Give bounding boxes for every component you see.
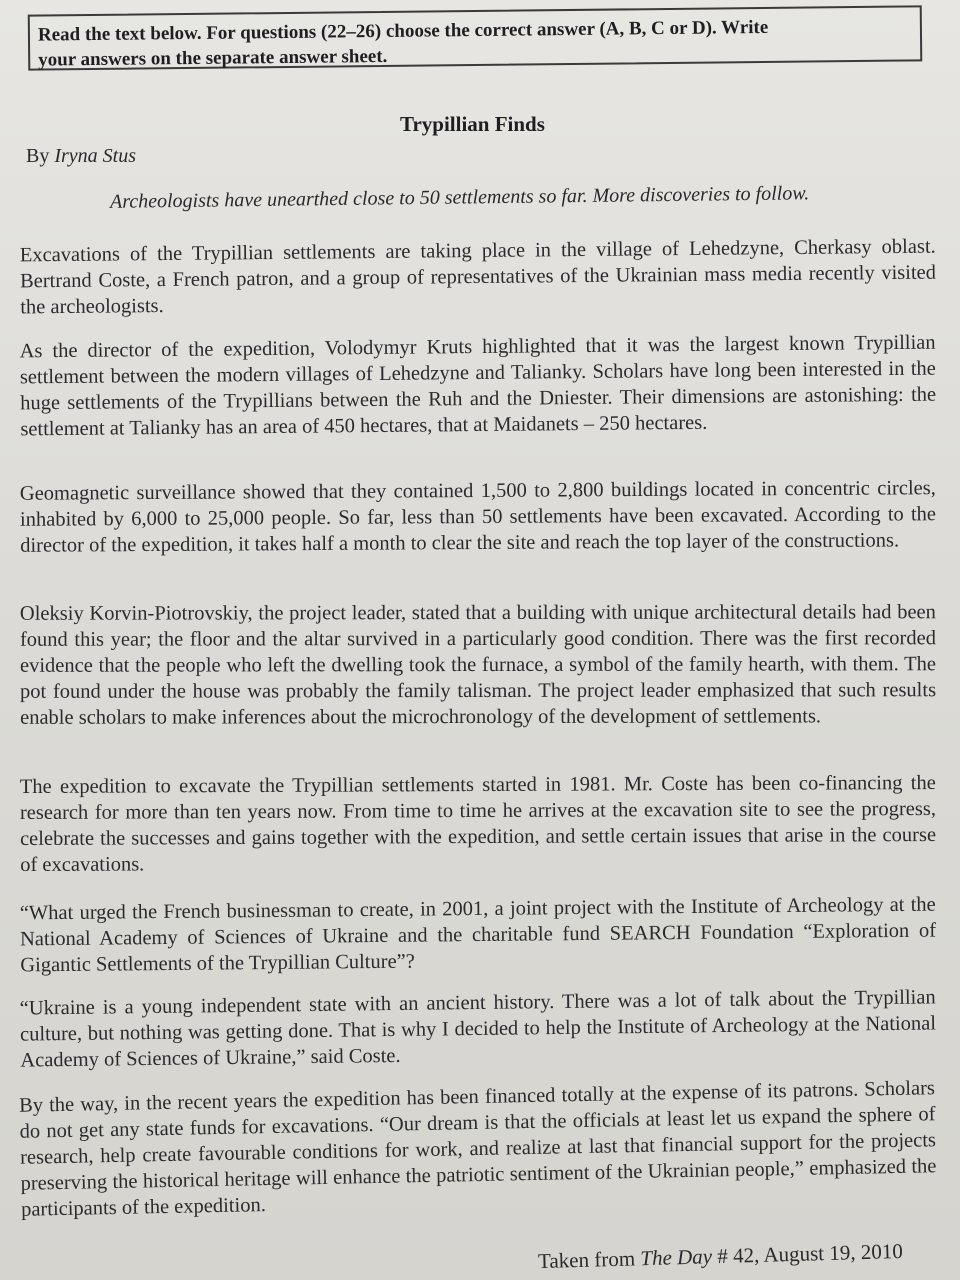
paragraph: Geomagnetic surveillance showed that they contained 1,500 to 2,800 buildings located in concentric circles, inhabited by 6,000 to 25,000 people. So far, less than 50 settlements have been excavated. According to the director of the expedition, it takes half a month to clear the site and reach the top layer of the constructions. bbox=[19, 477, 937, 557]
article-source bbox=[538, 1239, 903, 1274]
paragraph: By the way, in the recent years the expedition has been financed totally at the expense of its patrons. Scholars do not get any state funds for excavations. “Our dream is that the officials at least let us expand the sphere of research, help create favourable conditions for work, and realize at last that financial support for the projects preserving the historical heritage will enhance the patriotic sentiment of the Ukrainian people,” emphasized the participants of the expedition. bbox=[18, 1077, 937, 1221]
paragraph: Oleksiy Korvin-Piotrovskiy, the project leader, stated that a building with unique architectural details had been found this year; the floor and the altar survived in a particularly good condition. There was the first recorded evidence that the people who left the dwelling took the furnace, a symbol of the family hearth, with them. The pot found under the house was probably the family talisman. The project leader emphasized that such results enable scholars to make inferences about the microchronology of the development of settlements. bbox=[19, 601, 937, 729]
author-name: Iryna Stus bbox=[54, 145, 137, 167]
source-issue: # 42, August 19, 2010 bbox=[716, 1238, 904, 1269]
paragraph: “What urged the French businessman to create, in 2001, a joint project with the Institute of Archeology at the National Academy of Sciences of Ukraine and the charitable fund SEARCH Foundation “Exploration of Gigantic Settlements of the Trypillian Culture”? bbox=[19, 893, 937, 977]
source-publication: The Day bbox=[640, 1244, 713, 1271]
paragraph: As the director of the expedition, Volodymyr Kruts highlighted that it was the largest known Trypillian settlement between the modern villages of Lehedzyne and Talianky. Scholars have long been interested in the huge settlements of the Trypillians between the Ruh and the Dniester. Their dimensions are astonishing: the settlement at Talianky has an area of 450 hectares, that at Maidanets – 250 hectares. bbox=[19, 331, 937, 441]
instruction-line-1: Read the text below. For questions (22–26) choose the correct answer (A, B, C or D). Write bbox=[37, 16, 769, 46]
instruction-line-2: your answers on the separate answer sheet. bbox=[38, 45, 388, 71]
article-title: Trypillian Finds bbox=[400, 112, 545, 136]
paragraph: Excavations of the Trypillian settlements are taking place in the village of Lehedzyne, Cherkasy oblast. Bertrand Coste, a French patron, and a group of representatives of the Ukrainian mass media recently visited the archeologists. bbox=[19, 235, 937, 319]
source-prefix: Taken from bbox=[537, 1246, 636, 1274]
paragraph: “Ukraine is a young independent state with an ancient history. There was a lot of talk about the Trypillian culture, but nothing was getting done. That is why I decided to help the Institute of Archeology at the National Academy of Sciences of Ukraine,” said Coste. bbox=[19, 986, 937, 1072]
article-byline bbox=[26, 145, 136, 168]
paragraph: The expedition to excavate the Trypillian settlements started in 1981. Mr. Coste has been co-financing the research for more than ten years now. From time to time he arrives at the excavation site to see the progress, celebrate the successes and gains together with the expedition, and settle certain issues that arise in the course of excavations. bbox=[19, 772, 937, 876]
task-instruction-box bbox=[28, 5, 923, 70]
byline-prefix: By bbox=[26, 145, 50, 167]
article-lead: Archeologists have unearthed close to 50 settlements so far. More discoveries to follow. bbox=[109, 182, 810, 213]
